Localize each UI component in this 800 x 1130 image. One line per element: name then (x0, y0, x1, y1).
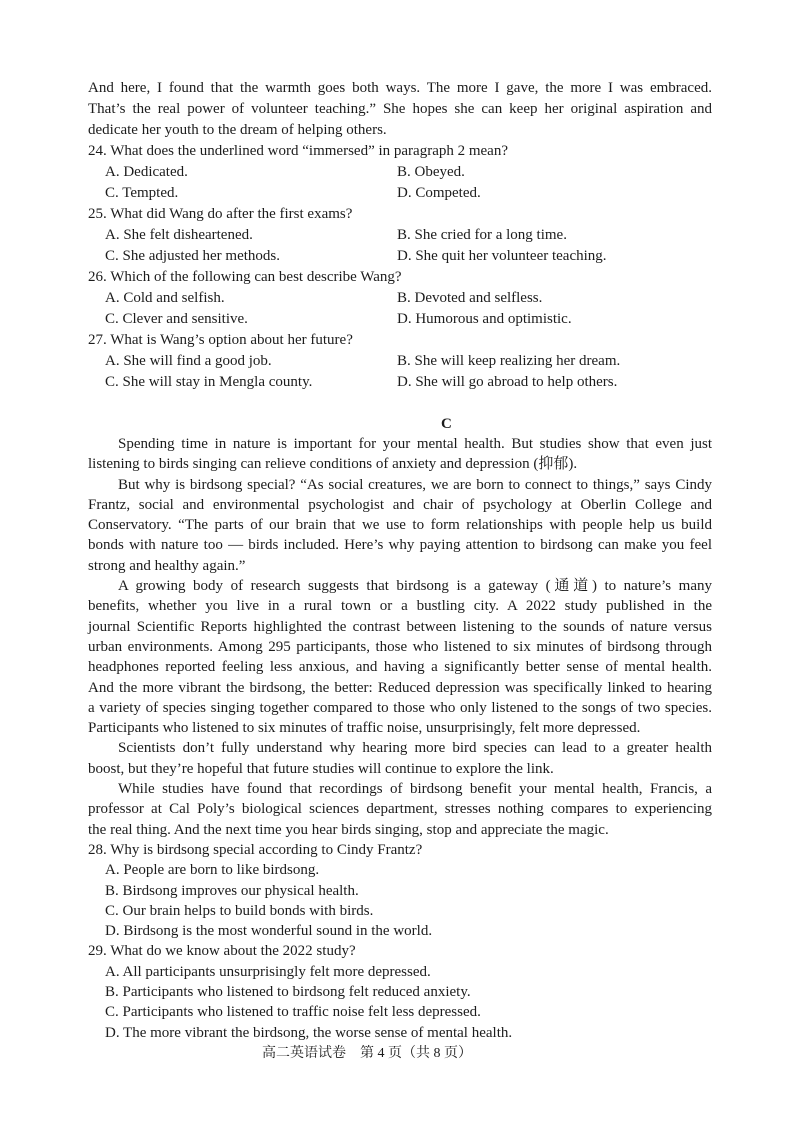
paragraph-line: Spending time in nature is important for your mental health. But studies show that even just (118, 436, 712, 452)
question-stem: 24. What does the underlined word “immersed” in paragraph 2 mean? (88, 143, 508, 159)
paragraph-line: Scientists don’t fully understand why hearing more bird species can lead to a greater health (118, 740, 712, 757)
passage-c-paragraph-2 (88, 475, 712, 576)
paragraph-line: headphones reported feeling less anxious, and having a significantly better sense of mental health. (88, 659, 712, 676)
passage-b-ending-and-questions (88, 78, 712, 393)
question-stem: 25. What did Wang do after the first exams? (88, 206, 353, 222)
paragraph-line: the real thing. And the next time you hear birds singing, stop and appreciate the magic. (88, 821, 609, 838)
question-stem: 29. What do we know about the 2022 study? (88, 943, 356, 960)
passage-c-paragraph-4 (88, 738, 712, 779)
options-row (88, 225, 712, 246)
option-b: B. Birdsong improves our physical health. (105, 882, 359, 899)
option-c: C. Tempted. (105, 185, 179, 201)
passage-c-paragraph-5 (88, 779, 712, 840)
passage-c-and-questions (88, 434, 712, 1043)
paragraph-line: That’s the real power of volunteer teaching.” She hopes she can keep her original aspiration and (88, 101, 712, 117)
passage-c-paragraph-1 (88, 434, 712, 475)
option-c: C. She will stay in Mengla county. (105, 374, 313, 390)
options-row (88, 162, 712, 183)
paragraph-line: And the more vibrant the birdsong, the better: Reduced depression was specifically linked to hearing (88, 679, 712, 696)
option-a: A. People are born to like birdsong. (105, 862, 320, 879)
paragraph-line: benefits, whether you live in a rural town or a bustling city. A 2022 study published in the (88, 598, 712, 615)
option-a: A. Cold and selfish. (105, 290, 225, 306)
options-row (88, 309, 712, 330)
options-row (88, 183, 712, 204)
option-c: C. Clever and sensitive. (105, 311, 248, 327)
question-stem: 28. Why is birdsong special according to Cindy Frantz? (88, 841, 423, 858)
paragraph-line: dedicate her youth to the dream of helping others. (88, 122, 387, 138)
option-c: C. Our brain helps to build bonds with birds. (105, 902, 374, 919)
options-row (88, 372, 712, 393)
option-d: D. She quit her volunteer teaching. (397, 248, 607, 264)
paragraph-line: strong and healthy again.” (88, 557, 246, 574)
paragraph-line: While studies have found that recordings of birdsong benefit your mental health, Francis, a (118, 781, 712, 798)
paragraph-line: urban environments. Among 295 participants, those who listened to six minutes of birdsong through (88, 638, 712, 655)
option-b: B. Devoted and selfless. (397, 290, 543, 306)
option-a: A. All participants unsurprisingly felt more depressed. (105, 963, 431, 980)
option-d: D. Birdsong is the most wonderful sound in the world. (105, 923, 433, 940)
paragraph-line: Frantz, social and environmental psychologist and chair of psychology at Oberlin College and (88, 496, 712, 513)
paragraph-line: Conservatory. “The parts of our brain that we use to form relationships with people help us build (88, 517, 712, 534)
paragraph-line: A growing body of research suggests that birdsong is a gateway (通道) to nature’s many (118, 578, 712, 595)
continued-paragraph (88, 78, 712, 141)
option-d: D. The more vibrant the birdsong, the worse sense of mental health. (105, 1024, 513, 1041)
option-b: B. She cried for a long time. (397, 227, 567, 243)
exam-subject: 高二英语试卷 (262, 1046, 346, 1061)
option-b: B. Participants who listened to birdsong felt reduced anxiety. (105, 984, 471, 1001)
paragraph-line: Participants who listened to six minutes of traffic noise, unsurprisingly, felt more depressed. (88, 720, 641, 737)
paragraph-line: journal Scientific Reports highlighted the contrast between listening to the sounds of nature versus (88, 618, 712, 635)
page-number: 第 4 页（共 8 页） (360, 1046, 472, 1061)
question-26 (88, 267, 712, 330)
passage-c-heading: C (441, 416, 452, 432)
option-a: A. She felt disheartened. (105, 227, 253, 243)
paragraph-line: listening to birds singing can relieve conditions of anxiety and depression (抑郁). (88, 456, 578, 473)
option-b: B. Obeyed. (397, 164, 465, 180)
question-stem: 27. What is Wang’s option about her future? (88, 332, 353, 348)
paragraph-line: And here, I found that the warmth goes both ways. The more I gave, the more I was embraced. (88, 80, 712, 96)
options-row (88, 246, 712, 267)
page-footer (262, 1044, 472, 1064)
question-27 (88, 330, 712, 393)
question-28 (88, 840, 712, 941)
option-c: C. Participants who listened to traffic noise felt less depressed. (105, 1004, 481, 1021)
option-a: A. Dedicated. (105, 164, 188, 180)
paragraph-line: professor at Cal Poly’s biological sciences department, stresses nothing compares to experiencing (88, 801, 712, 818)
option-d: D. Humorous and optimistic. (397, 311, 572, 327)
question-25 (88, 204, 712, 267)
option-d: D. She will go abroad to help others. (397, 374, 618, 390)
paragraph-line: boost, but they’re hopeful that future studies will continue to explore the link. (88, 760, 554, 777)
options-row (88, 288, 712, 309)
question-stem: 26. Which of the following can best describe Wang? (88, 269, 402, 285)
passage-c-paragraph-3 (88, 576, 712, 738)
option-b: B. She will keep realizing her dream. (397, 353, 621, 369)
question-24 (88, 141, 712, 204)
paragraph-line: a variety of species singing together compared to those who only listened to the songs of two species. (88, 699, 712, 716)
option-a: A. She will find a good job. (105, 353, 272, 369)
paragraph-line: But why is birdsong special? “As social creatures, we are born to connect to things,” says Cindy (118, 476, 712, 493)
question-29 (88, 941, 712, 1042)
option-d: D. Competed. (397, 185, 481, 201)
paragraph-line: bonds with nature too — birds included. Here’s why paying attention to birdsong can make you feel (88, 537, 712, 554)
options-row (88, 351, 712, 372)
option-c: C. She adjusted her methods. (105, 248, 280, 264)
